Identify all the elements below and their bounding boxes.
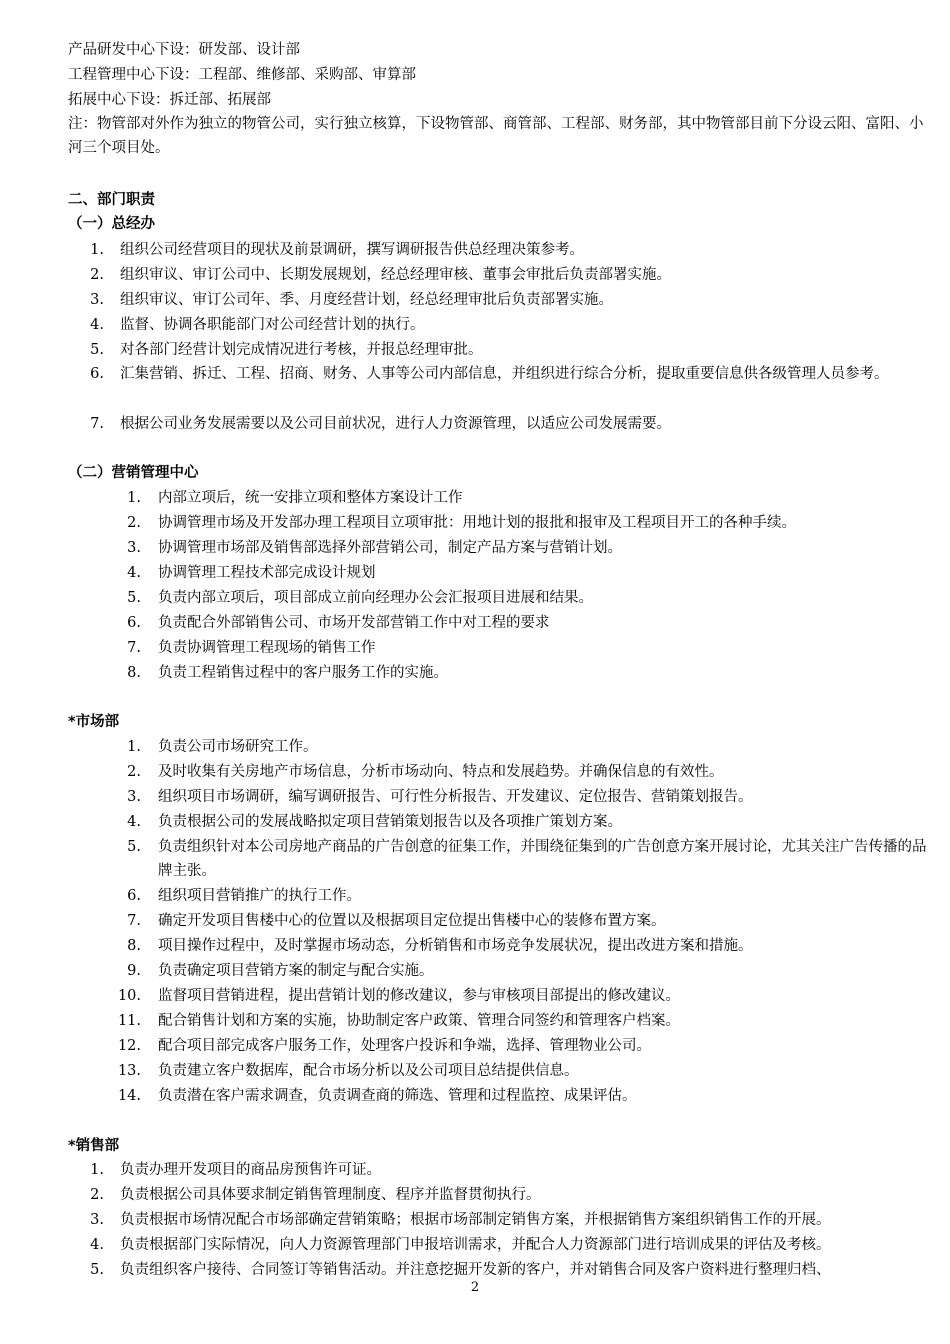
list-item-text: 组织审议、审订公司年、季、月度经营计划，经总经理审批后负责部署实施。 [120, 292, 613, 308]
list-item-text: 确定开发项目售楼中心的位置以及根据项目定位提出售楼中心的装修布置方案。 [158, 913, 666, 929]
intro-line: 产品研发中心下设：研发部、设计部 [68, 42, 300, 58]
list-item-text: 负责组织针对本公司房地产商品的广告创意的征集工作，并围绕征集到的广告创意方案开展讨论，尤其关注广告传播的品牌主张。 [158, 839, 927, 879]
list-item-number: 3. [90, 1212, 104, 1228]
intro-line: 工程管理中心下设：工程部、维修部、采购部、审算部 [68, 67, 416, 83]
list-item-number: 10. [117, 988, 141, 1004]
list-item-text: 监督项目营销进程，提出营销计划的修改建议，参与审核项目部提出的修改建议。 [158, 988, 680, 1004]
list-item-number: 5. [90, 1262, 104, 1278]
list-item-text: 对各部门经营计划完成情况进行考核，并报总经理审批。 [120, 342, 483, 358]
list-item-number: 3. [90, 292, 104, 308]
list-item-text: 协调管理市场及开发部办理工程项目立项审批：用地计划的报批和报审及工程项目开工的各种手续。 [158, 515, 796, 531]
list-item-number: 1. [127, 490, 141, 506]
list-item-text: 组织项目营销推广的执行工作。 [158, 888, 361, 904]
list-item-number: 6. [127, 888, 141, 904]
list-item-text: 负责工程销售过程中的客户服务工作的实施。 [158, 665, 448, 681]
list-item-number: 8. [127, 938, 141, 954]
list-item-text: 内部立项后，统一安排立项和整体方案设计工作 [158, 490, 463, 506]
list-item-number: 2. [90, 1187, 104, 1203]
list-item-number: 1. [90, 242, 104, 258]
list-item-number: 9. [127, 963, 141, 979]
list-item-text: 负责组织客户接待、合同签订等销售活动。并注意挖掘开发新的客户，并对销售合同及客户资料进行整理归档、 [120, 1262, 831, 1278]
list-item-number: 12. [117, 1038, 141, 1054]
list-item-text: 汇集营销、拆迁、工程、招商、财务、人事等公司内部信息，并组织进行综合分析，提取重要信息供各级管理人员参考。 [120, 366, 889, 382]
list-item-text: 负责确定项目营销方案的制定与配合实施。 [158, 963, 434, 979]
list-item-number: 7. [127, 640, 141, 656]
list-item-text: 配合项目部完成客户服务工作，处理客户投诉和争端，选择、管理物业公司。 [158, 1038, 651, 1054]
list-item-number: 13. [117, 1063, 141, 1079]
list-item-number: 14. [117, 1088, 141, 1104]
page-number: 2 [470, 1280, 480, 1295]
list-item-text: 项目操作过程中，及时掌握市场动态，分析销售和市场竞争发展状况，提出改进方案和措施。 [158, 938, 753, 954]
list-item-number: 4. [90, 1237, 104, 1253]
list-item-text: 根据公司业务发展需要以及公司目前状况，进行人力资源管理，以适应公司发展需要。 [120, 416, 671, 432]
list-item-number: 2. [127, 515, 141, 531]
list-item-text: 负责根据部门实际情况，向人力资源管理部门申报培训需求，并配合人力资源部门进行培训成果的评估及考核。 [120, 1237, 831, 1253]
list-item-text: 组织公司经营项目的现状及前景调研，撰写调研报告供总经理决策参考。 [120, 242, 584, 258]
list-item-number: 11. [117, 1013, 141, 1029]
list-item-number: 5. [90, 342, 104, 358]
list-item-number: 2. [90, 267, 104, 283]
list-item-number: 4. [127, 565, 141, 581]
list-item-text: 负责建立客户数据库，配合市场分析以及公司项目总结提供信息。 [158, 1063, 579, 1079]
intro-line: 拓展中心下设：拆迁部、拓展部 [68, 92, 271, 108]
list-item-number: 2. [127, 764, 141, 780]
list-item-text: 负责配合外部销售公司、市场开发部营销工作中对工程的要求 [158, 615, 550, 631]
list-item-number: 1. [90, 1162, 104, 1178]
list-item-text: 配合销售计划和方案的实施，协助制定客户政策、管理合同签约和管理客户档案。 [158, 1013, 680, 1029]
subsection-heading: *市场部 [68, 714, 120, 730]
list-item-text: 及时收集有关房地产市场信息，分析市场动向、特点和发展趋势。并确保信息的有效性。 [158, 764, 724, 780]
list-item-number: 7. [90, 416, 104, 432]
list-item-text: 负责根据市场情况配合市场部确定营销策略；根据市场部制定销售方案，并根据销售方案组织销售工作的开展。 [120, 1212, 831, 1228]
list-item-text: 监督、协调各职能部门对公司经营计划的执行。 [120, 317, 425, 333]
list-item-number: 6. [127, 615, 141, 631]
list-item-text: 组织项目市场调研，编写调研报告、可行性分析报告、开发建议、定位报告、营销策划报告。 [158, 789, 753, 805]
list-item-text: 负责办理开发项目的商品房预售许可证。 [120, 1162, 381, 1178]
list-item-number: 3. [127, 789, 141, 805]
list-item-number: 8. [127, 665, 141, 681]
note-paragraph: 注：物管部对外作为独立的物管公司，实行独立核算，下设物管部、商管部、工程部、财务部，其中物管部目前下分设云阳、富阳、小河三个项目处。 [68, 116, 924, 156]
list-item-number: 7. [127, 913, 141, 929]
list-item-text: 负责公司市场研究工作。 [158, 739, 318, 755]
list-item-text: 负责协调管理工程现场的销售工作 [158, 640, 376, 656]
list-item-text: 负责根据公司具体要求制定销售管理制度、程序并监督贯彻执行。 [120, 1187, 541, 1203]
subsection-heading: （一）总经办 [68, 216, 155, 232]
list-item-text: 组织审议、审订公司中、长期发展规划，经总经理审核、董事会审批后负责部署实施。 [120, 267, 671, 283]
list-item-number: 1. [127, 739, 141, 755]
subsection-heading: （二）营销管理中心 [68, 465, 199, 481]
list-item-number: 3. [127, 540, 141, 556]
list-item-text: 负责潜在客户需求调查，负责调查商的筛选、管理和过程监控、成果评估。 [158, 1088, 637, 1104]
list-item-text: 协调管理工程技术部完成设计规划 [158, 565, 376, 581]
section-heading: 二、部门职责 [68, 192, 155, 208]
list-item-number: 5. [127, 839, 141, 855]
list-item-number: 6. [90, 366, 104, 382]
list-item-number: 5. [127, 590, 141, 606]
list-item-text: 负责根据公司的发展战略拟定项目营销策划报告以及各项推广策划方案。 [158, 814, 622, 830]
list-item-number: 4. [127, 814, 141, 830]
list-item-text: 协调管理市场部及销售部选择外部营销公司，制定产品方案与营销计划。 [158, 540, 622, 556]
subsection-heading: *销售部 [68, 1138, 120, 1154]
list-item-text: 负责内部立项后，项目部成立前向经理办公会汇报项目进展和结果。 [158, 590, 593, 606]
list-item-number: 4. [90, 317, 104, 333]
